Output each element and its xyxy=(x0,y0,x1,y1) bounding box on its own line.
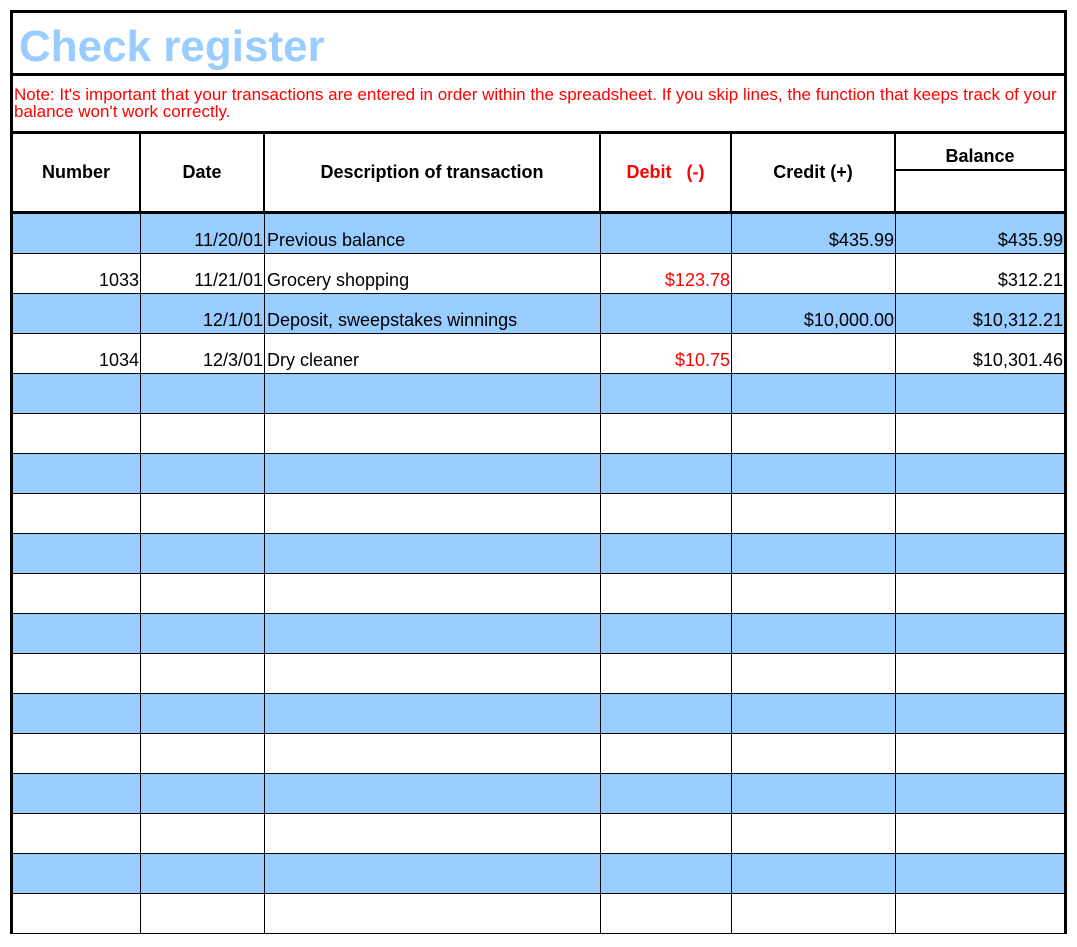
cell-credit[interactable]: $10,000.00 xyxy=(732,294,896,333)
table-row xyxy=(13,494,1064,534)
cell-balance[interactable] xyxy=(896,894,1064,933)
cell-date[interactable] xyxy=(141,454,265,493)
cell-number[interactable]: 1034 xyxy=(13,334,141,373)
cell-date[interactable] xyxy=(141,894,265,933)
cell-date[interactable]: 11/20/01 xyxy=(141,214,265,253)
header-balance: Balance xyxy=(896,134,1064,171)
cell-date[interactable] xyxy=(141,774,265,813)
cell-credit[interactable] xyxy=(732,694,896,733)
header-number: Number xyxy=(13,134,141,211)
cell-balance[interactable] xyxy=(896,414,1064,453)
cell-date[interactable] xyxy=(141,614,265,653)
cell-number[interactable] xyxy=(13,694,141,733)
cell-balance[interactable] xyxy=(896,694,1064,733)
cell-number[interactable] xyxy=(13,494,141,533)
cell-debit[interactable] xyxy=(601,374,732,413)
cell-date[interactable] xyxy=(141,854,265,893)
cell-debit[interactable] xyxy=(601,414,732,453)
header-balance-blank xyxy=(896,171,1064,211)
table-row xyxy=(13,854,1064,894)
cell-debit[interactable] xyxy=(601,454,732,493)
cell-balance[interactable] xyxy=(896,814,1064,853)
cell-number[interactable] xyxy=(13,854,141,893)
cell-credit[interactable] xyxy=(732,774,896,813)
cell-debit[interactable] xyxy=(601,654,732,693)
cell-description[interactable] xyxy=(265,494,601,533)
check-register-sheet xyxy=(10,10,1067,934)
table-row xyxy=(13,894,1064,934)
header-date: Date xyxy=(141,134,265,211)
cell-description[interactable]: Dry cleaner xyxy=(265,334,601,373)
table-row xyxy=(13,374,1064,414)
table-row xyxy=(13,454,1064,494)
cell-description[interactable]: Deposit, sweepstakes winnings xyxy=(265,294,601,333)
cell-description[interactable] xyxy=(265,534,601,573)
cell-date[interactable]: 12/1/01 xyxy=(141,294,265,333)
cell-credit[interactable] xyxy=(732,414,896,453)
cell-credit[interactable] xyxy=(732,374,896,413)
cell-credit[interactable]: $435.99 xyxy=(732,214,896,253)
cell-debit[interactable] xyxy=(601,894,732,933)
cell-balance[interactable] xyxy=(896,374,1064,413)
cell-balance[interactable] xyxy=(896,454,1064,493)
cell-date[interactable] xyxy=(141,374,265,413)
cell-description[interactable] xyxy=(265,774,601,813)
cell-credit[interactable] xyxy=(732,574,896,613)
cell-balance[interactable] xyxy=(896,574,1064,613)
cell-credit[interactable] xyxy=(732,454,896,493)
header-balance-group xyxy=(896,134,1064,211)
table-row xyxy=(13,654,1064,694)
table-row xyxy=(13,414,1064,454)
cell-debit[interactable] xyxy=(601,614,732,653)
cell-balance[interactable] xyxy=(896,494,1064,533)
cell-credit[interactable] xyxy=(732,614,896,653)
cell-number[interactable] xyxy=(13,214,141,253)
cell-description[interactable] xyxy=(265,814,601,853)
cell-credit[interactable] xyxy=(732,734,896,773)
cell-debit[interactable] xyxy=(601,214,732,253)
cell-debit[interactable] xyxy=(601,574,732,613)
table-row xyxy=(13,254,1064,294)
cell-credit[interactable] xyxy=(732,534,896,573)
cell-description[interactable] xyxy=(265,374,601,413)
cell-date[interactable]: 12/3/01 xyxy=(141,334,265,373)
title-row xyxy=(13,10,1064,76)
cell-balance[interactable]: $10,312.21 xyxy=(972,310,1063,330)
cell-date[interactable] xyxy=(141,414,265,453)
cell-number[interactable] xyxy=(13,814,141,853)
table-row xyxy=(13,814,1064,854)
table-row xyxy=(13,214,1064,254)
cell-debit[interactable]: $123.78 xyxy=(601,254,732,293)
cell-description[interactable] xyxy=(265,854,601,893)
cell-balance[interactable]: $435.99 xyxy=(997,230,1063,250)
table-row xyxy=(13,694,1064,734)
header-credit: Credit (+) xyxy=(732,134,896,211)
cell-number[interactable] xyxy=(13,774,141,813)
cell-number[interactable] xyxy=(13,654,141,693)
page-title: Check register xyxy=(19,22,325,71)
header-description: Description of transaction xyxy=(265,134,601,211)
cell-number[interactable] xyxy=(13,294,141,333)
cell-debit[interactable]: $10.75 xyxy=(601,334,732,373)
cell-balance[interactable]: $10,301.46 xyxy=(972,350,1063,370)
table-row xyxy=(13,734,1064,774)
cell-debit[interactable] xyxy=(601,294,732,333)
cell-description[interactable] xyxy=(265,574,601,613)
cell-debit[interactable] xyxy=(601,694,732,733)
cell-date[interactable] xyxy=(141,494,265,533)
cell-date[interactable] xyxy=(141,694,265,733)
cell-balance[interactable]: $312.21 xyxy=(997,270,1063,290)
cell-credit[interactable] xyxy=(732,814,896,853)
cell-credit[interactable] xyxy=(732,494,896,533)
cell-description[interactable] xyxy=(265,654,601,693)
cell-description[interactable] xyxy=(265,694,601,733)
cell-balance[interactable] xyxy=(896,654,1064,693)
cell-balance[interactable] xyxy=(896,774,1064,813)
cell-credit[interactable] xyxy=(732,334,896,373)
table-row xyxy=(13,574,1064,614)
cell-description[interactable] xyxy=(265,614,601,653)
table-row xyxy=(13,334,1064,374)
cell-balance[interactable] xyxy=(896,614,1064,653)
cell-credit[interactable] xyxy=(732,894,896,933)
cell-description[interactable] xyxy=(265,454,601,493)
transaction-rows xyxy=(13,214,1064,934)
cell-debit[interactable] xyxy=(601,814,732,853)
cell-date[interactable] xyxy=(141,734,265,773)
cell-date[interactable] xyxy=(141,814,265,853)
cell-credit[interactable] xyxy=(732,254,896,293)
cell-date[interactable]: 11/21/01 xyxy=(141,254,265,293)
cell-balance[interactable] xyxy=(896,854,1064,893)
cell-balance[interactable] xyxy=(896,734,1064,773)
cell-number[interactable] xyxy=(13,414,141,453)
cell-number[interactable] xyxy=(13,574,141,613)
cell-number[interactable] xyxy=(13,614,141,653)
table-row xyxy=(13,294,1064,334)
header-debit: Debit (-) xyxy=(601,134,732,211)
table-row xyxy=(13,774,1064,814)
cell-description[interactable] xyxy=(265,734,601,773)
cell-date[interactable] xyxy=(141,574,265,613)
cell-debit[interactable] xyxy=(601,534,732,573)
cell-number[interactable] xyxy=(13,734,141,773)
cell-debit[interactable] xyxy=(601,854,732,893)
table-row xyxy=(13,534,1064,574)
cell-number[interactable] xyxy=(13,534,141,573)
cell-description[interactable] xyxy=(265,414,601,453)
cell-debit[interactable] xyxy=(601,774,732,813)
cell-description[interactable] xyxy=(265,894,601,933)
cell-balance[interactable] xyxy=(896,534,1064,573)
cell-credit[interactable] xyxy=(732,854,896,893)
cell-description[interactable]: Previous balance xyxy=(265,214,601,253)
cell-description[interactable]: Grocery shopping xyxy=(265,254,601,293)
cell-number[interactable] xyxy=(13,454,141,493)
header-row xyxy=(13,134,1064,214)
table-row xyxy=(13,614,1064,654)
cell-date[interactable] xyxy=(141,534,265,573)
cell-number[interactable] xyxy=(13,894,141,933)
cell-debit[interactable] xyxy=(601,734,732,773)
cell-number[interactable] xyxy=(13,374,141,413)
cell-number[interactable]: 1033 xyxy=(13,254,141,293)
cell-credit[interactable] xyxy=(732,654,896,693)
cell-debit[interactable] xyxy=(601,494,732,533)
cell-date[interactable] xyxy=(141,654,265,693)
instruction-note: Note: It's important that your transactions are entered in order within the spreadsheet. If you skip lines, the function that keeps track of your balance won't work correctly. xyxy=(13,76,1064,134)
